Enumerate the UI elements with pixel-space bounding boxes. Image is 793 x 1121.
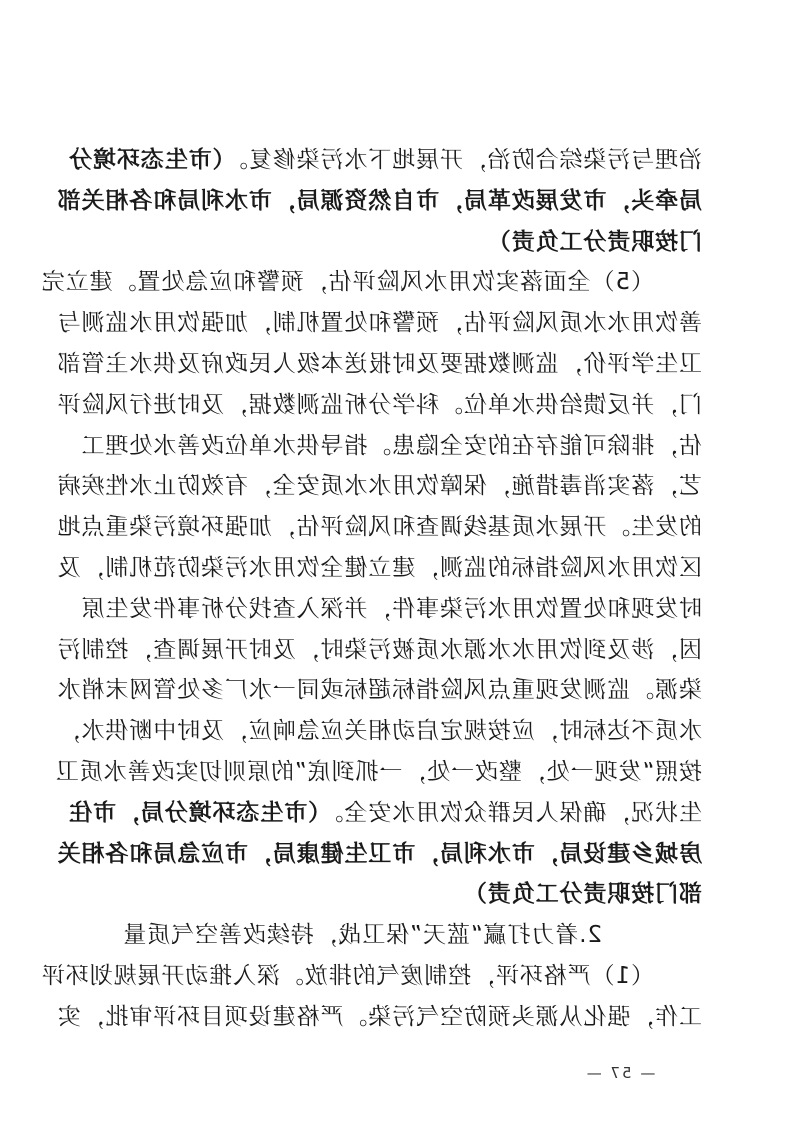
text-line: 卫生学评价，监测数据要及时报送本级人民政府及供水主管部	[56, 350, 702, 377]
responsibility-note: （市生态环境分局，市住	[68, 799, 320, 826]
text-line	[68, 140, 702, 181]
text-span: 治理与污染综合防治，开展地下水污染修复。	[224, 147, 702, 173]
text-line: 染源。监测发现重点风险指标超标或同一水厂多处管网末梢水	[56, 677, 702, 704]
document-body	[40, 140, 702, 1038]
text-line: 善饮用水水质风险评估，预警和处置机制，加强饮用水监测与	[56, 310, 702, 337]
text-line: 局牵头，市发展改革局，市自然资源局，市水利局和各相关部	[56, 187, 702, 214]
text-line: 门，并反馈给供水单位。科学分析监测数据，及时进行风险评	[56, 391, 702, 418]
text-line: 的发生。开展水质基线调查和风险评估，加强环境污染重点地	[56, 514, 702, 541]
text-line: 按照“发现一处，整改一处，一抓到底”的原则切实改善水质卫	[54, 758, 702, 785]
text-line: 时发现和处置饮用水污染事件，并深入查找分析事件发生原	[80, 595, 702, 622]
responsibility-note: （市生态环境分	[68, 147, 224, 173]
section-heading: 2.着力打赢“蓝天”保卫战，持续改善空气质量	[122, 922, 602, 949]
text-line	[68, 793, 702, 834]
text-line: 部门按职责分工负责）	[463, 881, 702, 908]
text-line: 因，涉及到饮用水水源水质被污染时，及时开展调查，控制污	[56, 636, 702, 663]
text-span: 生状况，确保人民群众饮用水安全。	[319, 799, 702, 826]
text-line: 门按职责分工负责）	[486, 228, 702, 255]
text-line: 估，排除可能存在的安全隐患。指导供水单位改善水处理工	[80, 432, 702, 459]
text-line: 区饮用水风险指标的监测，建立健全饮用水污染防范机制，及	[56, 554, 702, 581]
text-line: 房城乡建设局，市水利局，市卫生健康局，市应急局和各相关	[56, 840, 702, 867]
page-number: — 57 —	[584, 1064, 656, 1082]
text-line: 艺，落实消毒措施，保障饮用水水质安全，有效防止水性疾病	[56, 473, 702, 500]
text-line: （1）严格环评，控制废气的排放。深入推动开展规划环评	[40, 962, 654, 989]
text-line: （5）全面落实饮用水风险评估，预警和应急处置。建立完	[40, 269, 654, 296]
text-line: 水质不达标时，应按规定启动相关应急响应，及时中断供水，	[56, 718, 702, 745]
text-line: 工作，强化从源头预防空气污染。严格建设项目环评审批，实	[56, 1003, 702, 1030]
